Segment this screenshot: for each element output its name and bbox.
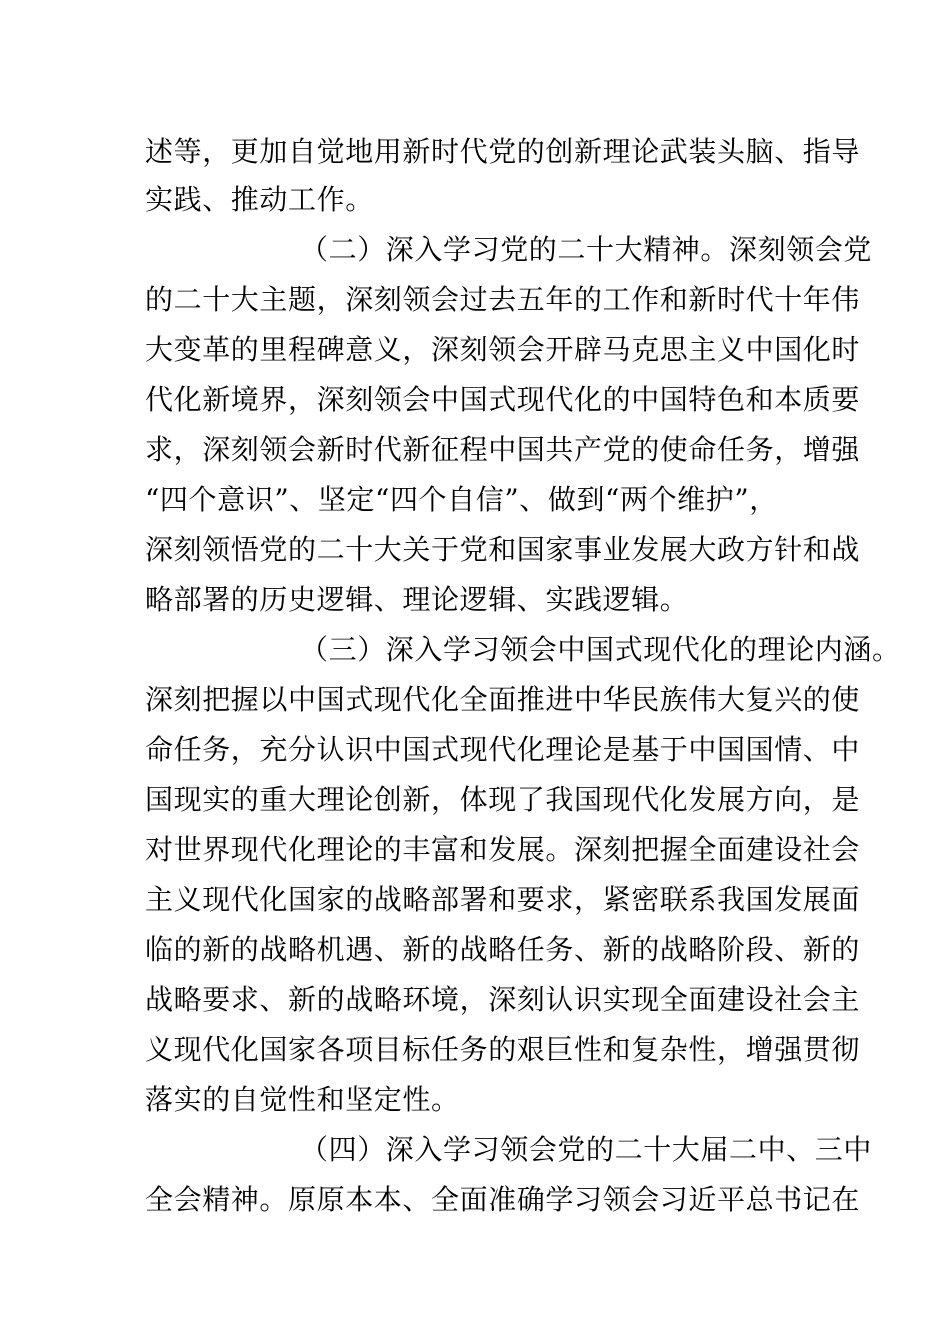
section-heading-4: （四）深入学习领会党的二十大届二中、三中: [300, 1133, 873, 1166]
text-line: 国现实的重大理论创新，体现了我国现代化发展方向，是: [145, 783, 861, 816]
section-heading-2: （二）深入学习党的二十大精神。深刻领会党: [300, 233, 873, 266]
text-line: 大变革的里程碑意义，深刻领会开辟马克思主义中国化时: [145, 333, 861, 366]
text-line: 命任务，充分认识中国式现代化理论是基于中国国情、中: [145, 733, 861, 766]
text-line: 落实的自觉性和坚定性。: [145, 1083, 460, 1116]
text-line: 代化新境界，深刻领会中国式现代化的中国特色和本质要: [145, 383, 861, 416]
text-line: 全会精神。原原本本、全面准确学习领会习近平总书记在: [145, 1183, 861, 1216]
text-line: 主义现代化国家的战略部署和要求，紧密联系我国发展面: [145, 883, 861, 916]
text-line: 战略要求、新的战略环境，深刻认识实现全面建设社会主: [145, 983, 861, 1016]
text-line: 实践、推动工作。: [145, 183, 374, 216]
text-line: 对世界现代化理论的丰富和发展。深刻把握全面建设社会: [145, 833, 861, 866]
section-heading-3: （三）深入学习领会中国式现代化的理论内涵。: [300, 633, 901, 666]
text-line: 求，深刻领会新时代新征程中国共产党的使命任务，增强: [145, 433, 861, 466]
text-line: 略部署的历史逻辑、理论逻辑、实践逻辑。: [145, 583, 689, 616]
text-line: 临的新的战略机遇、新的战略任务、新的战略阶段、新的: [145, 933, 861, 966]
text-line: “四个意识”、坚定“四个自信”、做到“两个维护”，: [145, 483, 778, 516]
text-line: 深刻把握以中国式现代化全面推进中华民族伟大复兴的使: [145, 683, 861, 716]
text-line: 义现代化国家各项目标任务的艰巨性和复杂性，增强贯彻: [145, 1033, 861, 1066]
text-line: 述等，更加自觉地用新时代党的创新理论武装头脑、指导: [145, 135, 861, 168]
text-line: 的二十大主题，深刻领会过去五年的工作和新时代十年伟: [145, 283, 861, 316]
text-line: 深刻领悟党的二十大关于党和国家事业发展大政方针和战: [145, 533, 861, 566]
